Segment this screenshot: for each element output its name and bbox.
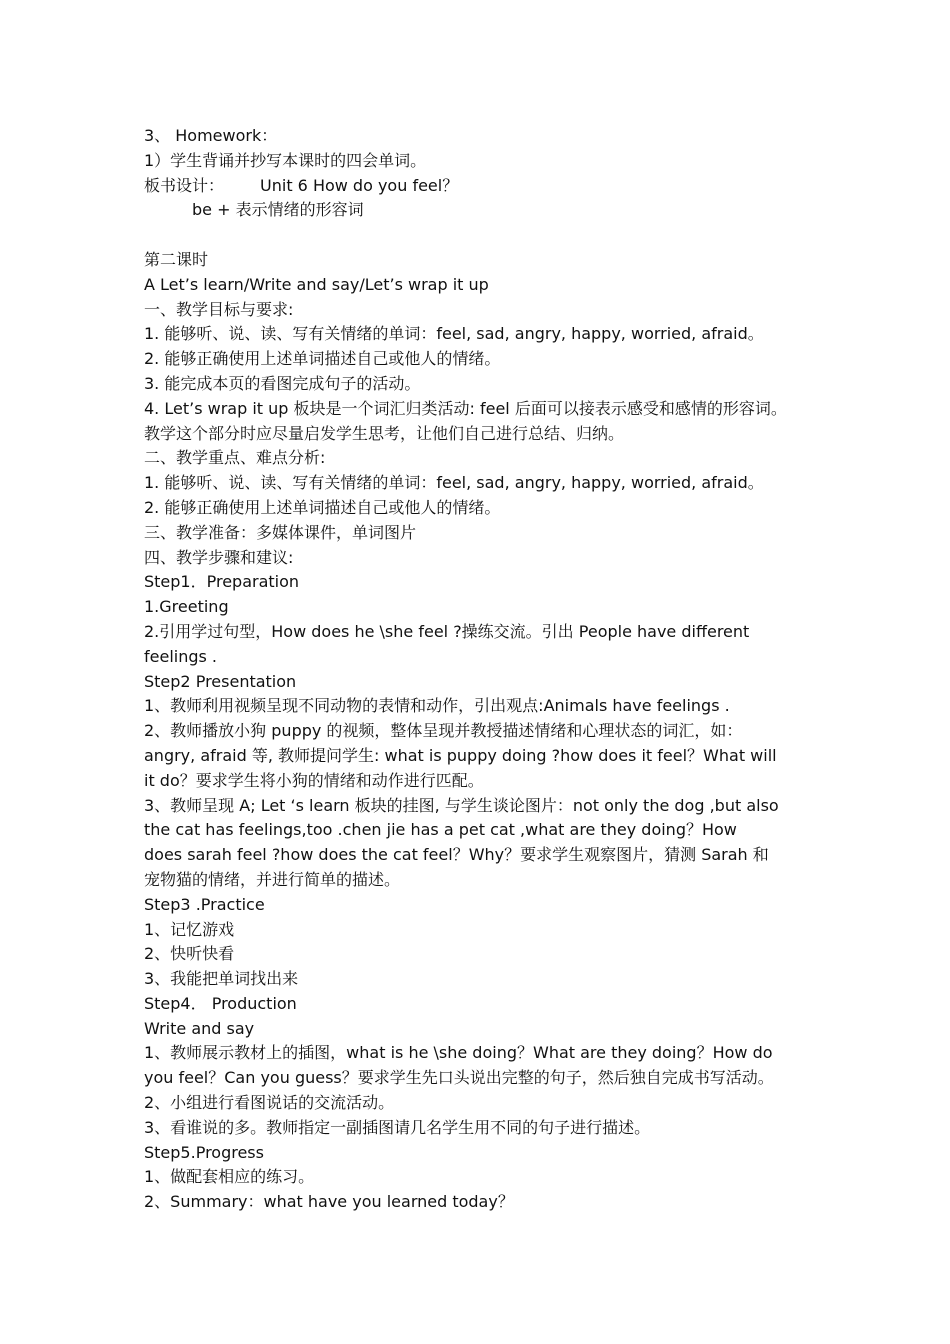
step4-subheading: Write and say [144, 1018, 255, 1038]
board-design-unit-title: Unit 6 How do you feel？ [260, 175, 459, 195]
key-point-2: 2. 能够正确使用上述单词描述自己或他人的情绪。 [144, 497, 501, 517]
step3-item-1: 1、记忆游戏 [144, 919, 235, 939]
step3-heading: Step3 .Practice [144, 894, 265, 914]
step5-heading: Step5.Progress [144, 1142, 264, 1162]
step2-item-1: 1、教师利用视频呈现不同动物的表情和动作，引出观点:Animals have feelings . [144, 696, 730, 716]
step4-item-1: 1、教师展示教材上的插图，what is he \she doing？What are they doing？How do [144, 1043, 773, 1063]
step1-heading: Step1．Preparation [144, 572, 300, 592]
step2-heading: Step2 Presentation [144, 671, 297, 691]
section-preparation: 三、教学准备：多媒体课件，单词图片 [144, 522, 417, 542]
step4-item-3: 3、看谁说的多。教师指定一副插图请几名学生用不同的句子进行描述。 [144, 1117, 651, 1137]
step3-item-3: 3、我能把单词找出来 [144, 969, 299, 989]
homework-heading: 3、 Homework： [144, 126, 278, 145]
step3-item-2: 2、快听快看 [144, 944, 235, 964]
step5-item-1: 1、做配套相应的练习。 [144, 1167, 315, 1187]
step4-item-1-continued: you feel？Can you guess？要求学生先口头说出完整的句子，然后独自完成书写活动。 [144, 1068, 774, 1088]
step2-item-3: 3、教师呈现 A; Let ‘s learn 板块的挂图, 与学生谈论图片：not only the dog ,but also [144, 795, 779, 815]
blank-line [144, 223, 824, 248]
board-design-label: 板书设计： [144, 175, 225, 195]
step1-item-2: 2.引用学过句型，How does he \she feel ?操练交流。引出 People have different [144, 621, 750, 641]
board-design-formula: be + 表示情绪的形容词 [192, 200, 364, 220]
homework-item-1: 1）学生背诵并抄写本课时的四会单词。 [144, 150, 427, 170]
document-body [144, 124, 824, 1215]
lesson-two-sections: A Let’s learn/Write and say/Let’s wrap it up [144, 274, 489, 294]
section-steps-heading: 四、教学步骤和建议: [144, 547, 294, 567]
lesson-two-heading: 第二课时 [144, 249, 209, 269]
step2-item-2-continued: angry, afraid 等, 教师提问学生: what is puppy doing ?how does it feel？What will [144, 745, 777, 765]
step2-item-3-continued: the cat has feelings,too .chen jie has a pet cat ,what are they doing？How [144, 820, 737, 840]
section-objectives-heading: 一、教学目标与要求: [144, 299, 294, 319]
step4-item-2: 2、小组进行看图说话的交流活动。 [144, 1093, 395, 1113]
step2-item-3-continued-3: 宠物猫的情绪，并进行简单的描述。 [144, 869, 401, 889]
section-key-points-heading: 二、教学重点、难点分析: [144, 448, 326, 468]
step4-heading: Step4． Production [144, 993, 297, 1013]
objective-4-continued: 教学这个部分时应尽量启发学生思考，让他们自己进行总结、归纳。 [144, 423, 625, 443]
step5-item-2: 2、Summary：what have you learned today？ [144, 1192, 514, 1212]
step1-item-1: 1.Greeting [144, 597, 229, 617]
objective-4: 4. Let’s wrap it up 板块是一个词汇归类活动: feel 后面可以接表示感受和感情的形容词。 [144, 398, 787, 418]
board-design-line [144, 174, 824, 199]
step2-item-2-continued-2: it do？要求学生将小狗的情绪和动作进行匹配。 [144, 770, 484, 790]
objective-2: 2. 能够正确使用上述单词描述自己或他人的情绪。 [144, 349, 501, 369]
key-point-1: 1. 能够听、说、读、写有关情绪的单词：feel, sad, angry, happy, worried, afraid。 [144, 473, 764, 493]
step2-item-3-continued-2: does sarah feel ?how does the cat feel？Why？要求学生观察图片，猜测 Sarah 和 [144, 845, 769, 865]
step1-item-2-continued: feelings . [144, 646, 218, 666]
objective-3: 3. 能完成本页的看图完成句子的活动。 [144, 373, 421, 393]
objective-1: 1. 能够听、说、读、写有关情绪的单词：feel, sad, angry, happy, worried, afraid。 [144, 324, 764, 344]
step2-item-2: 2、教师播放小狗 puppy 的视频，整体呈现并教授描述情绪和心理状态的词汇，如： [144, 721, 743, 741]
